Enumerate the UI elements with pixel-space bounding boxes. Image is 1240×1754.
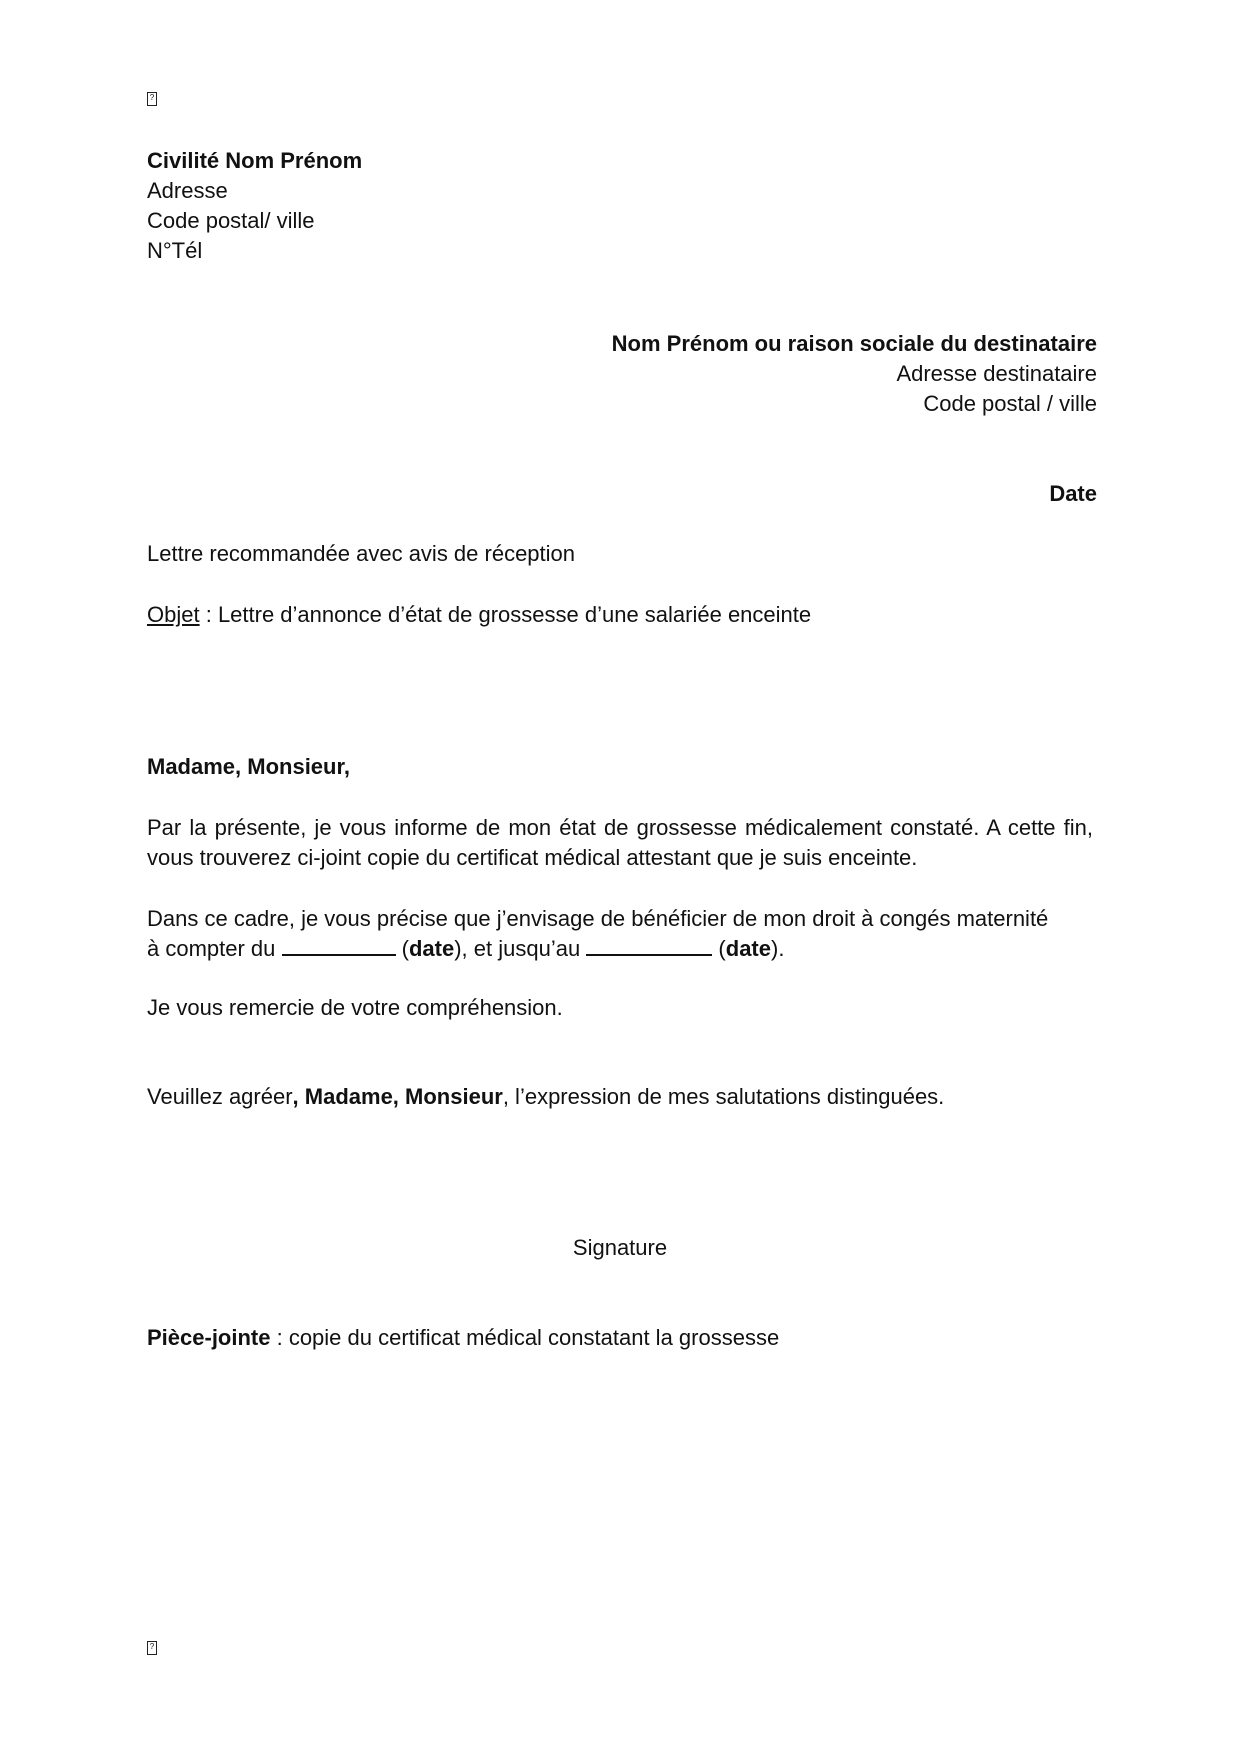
start-date-blank: [282, 934, 396, 956]
attachment-text: : copie du certificat médical constatant la grossesse: [270, 1325, 780, 1350]
paragraph-2-line-2: [147, 934, 1048, 964]
sender-block: [147, 146, 362, 266]
subject-label: Objet: [147, 602, 200, 627]
from-label: à compter du: [147, 936, 282, 961]
signature-label: Signature: [572, 1235, 668, 1260]
open-paren: (: [395, 936, 409, 961]
end-date-word: date: [725, 936, 771, 961]
closing-after: , l’expression de mes salutations distinguées.: [502, 1084, 945, 1109]
attachment-label: Pièce-jointe: [147, 1325, 271, 1350]
sender-address: Adresse: [147, 178, 228, 203]
paragraph-3: Je vous remercie de votre compréhension.: [147, 995, 563, 1020]
start-date-word: date: [408, 936, 455, 961]
recipient-block: [612, 329, 1097, 419]
until-label: ), et jusqu’au: [454, 936, 587, 961]
closing-before: Veuillez agréer: [147, 1084, 293, 1109]
sender-name: Civilité Nom Prénom: [147, 148, 363, 173]
end-date-blank: [586, 934, 712, 956]
recipient-city: Code postal / ville: [923, 391, 1097, 416]
unknown-glyph-icon: ?: [147, 1641, 157, 1655]
subject-text: Lettre d’annonce d’état de grossesse d’une salariée enceinte: [217, 602, 812, 627]
paragraph-2-line-1: Dans ce cadre, je vous précise que j’envisage de bénéficier de mon droit à congés maternité: [147, 906, 1049, 931]
date-label: Date: [1049, 481, 1097, 506]
paragraph-1: Par la présente, je vous informe de mon état de grossesse médicalement constaté. A cette fin, vous trouverez ci-joint copie du certificat médical attestant que je suis enceinte.: [147, 815, 1093, 870]
salutation: Madame, Monsieur,: [147, 754, 350, 779]
footer-marker: [147, 1627, 157, 1657]
unknown-glyph-icon: ?: [147, 92, 157, 106]
header-marker: [147, 78, 157, 108]
recipient-address: Adresse destinataire: [896, 361, 1097, 386]
open-paren: (: [712, 936, 726, 961]
recipient-name: Nom Prénom ou raison sociale du destinataire: [611, 331, 1097, 356]
sender-city: Code postal/ ville: [147, 208, 315, 233]
closing-formula: [147, 1082, 944, 1112]
subject-line: [147, 600, 811, 630]
mailing-mode: Lettre recommandée avec avis de réception: [147, 541, 576, 566]
closing-paren: ).: [771, 936, 785, 961]
closing-bold: , Madame, Monsieur: [292, 1084, 503, 1109]
attachment-line: [147, 1323, 779, 1353]
subject-separator: :: [199, 602, 218, 627]
sender-phone: N°Tél: [147, 238, 203, 263]
paragraph-2: [147, 904, 1048, 964]
